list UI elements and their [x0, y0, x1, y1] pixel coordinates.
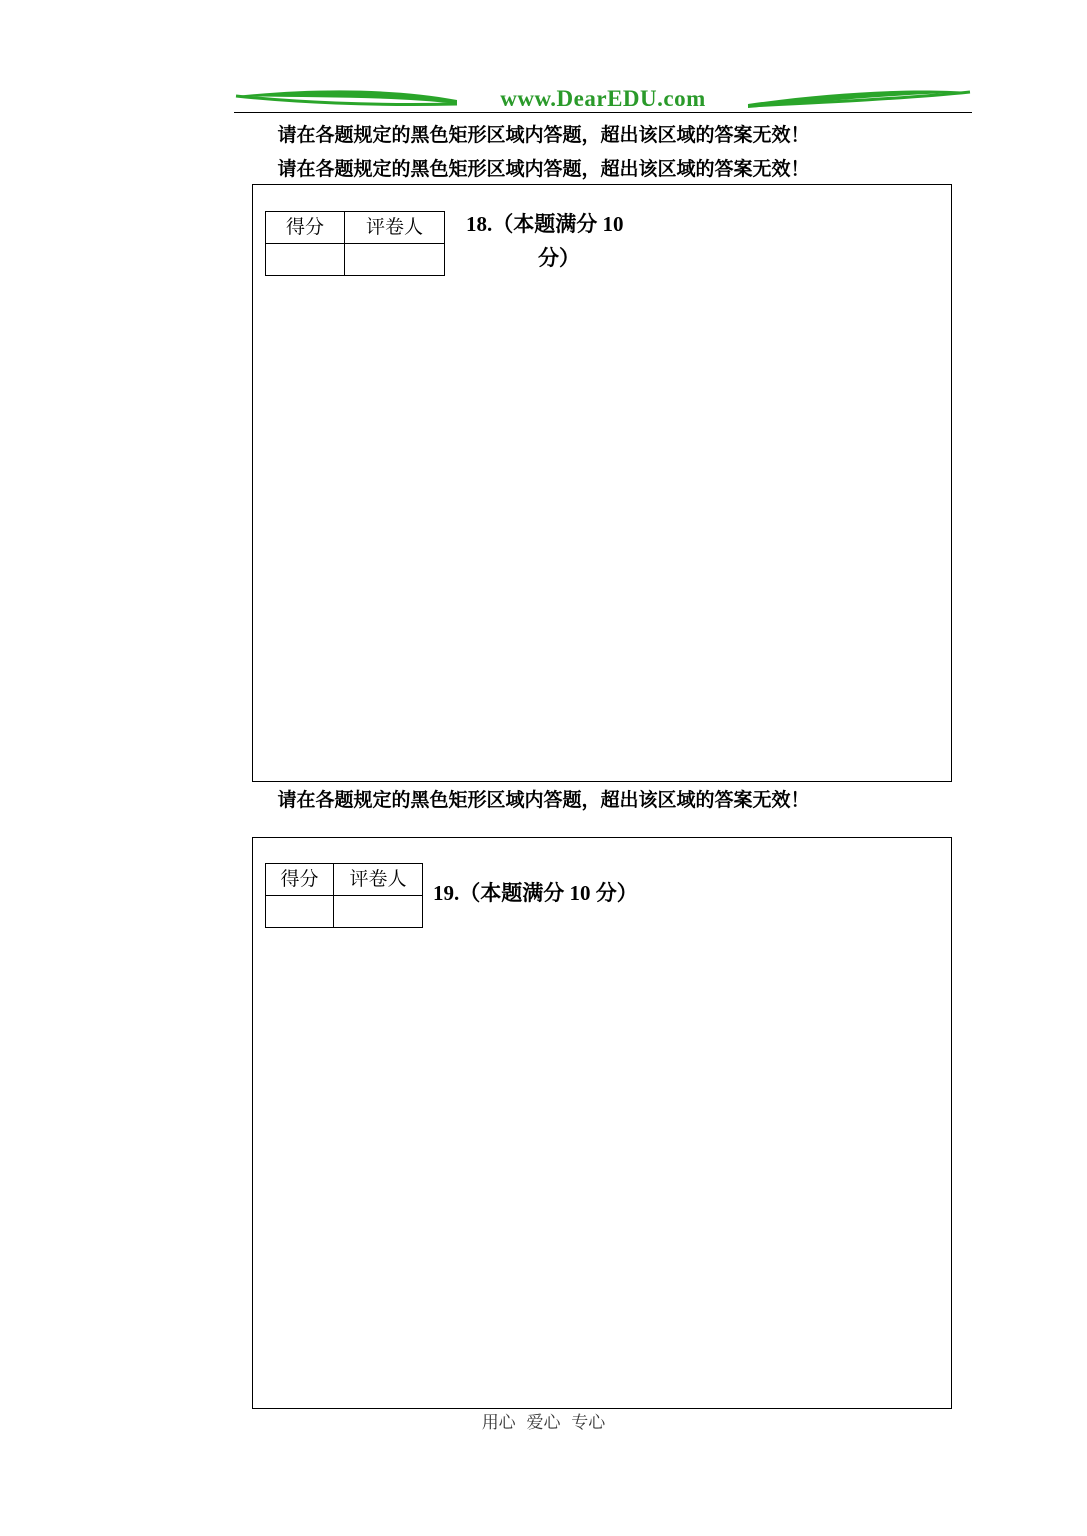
grader-header: 评卷人 [334, 864, 423, 896]
score-table [265, 863, 423, 928]
question-title: 19.（本题满分 10 分） [433, 881, 638, 905]
answer-notice: 请在各题规定的黑色矩形区域内答题，超出该区域的答案无效！ [277, 124, 810, 146]
grader-cell[interactable] [334, 896, 423, 928]
answer-notice: 请在各题规定的黑色矩形区域内答题，超出该区域的答案无效！ [277, 789, 810, 811]
site-name: www.DearEDU.com [500, 86, 706, 111]
score-header: 得分 [266, 212, 345, 244]
answer-area-q19[interactable] [252, 837, 952, 1409]
page-footer: 用心 爱心 专心 [481, 1413, 606, 1433]
score-table [265, 211, 445, 276]
grader-header: 评卷人 [345, 212, 445, 244]
header-divider [234, 112, 972, 113]
question-title-cont: 分） [538, 246, 580, 270]
site-header [232, 82, 974, 116]
answer-area-q18[interactable] [252, 184, 952, 782]
score-cell[interactable] [266, 896, 334, 928]
score-cell[interactable] [266, 244, 345, 276]
score-header: 得分 [266, 864, 334, 896]
answer-notice: 请在各题规定的黑色矩形区域内答题，超出该区域的答案无效！ [277, 158, 810, 180]
question-title: 18.（本题满分 10 [466, 212, 624, 236]
grader-cell[interactable] [345, 244, 445, 276]
